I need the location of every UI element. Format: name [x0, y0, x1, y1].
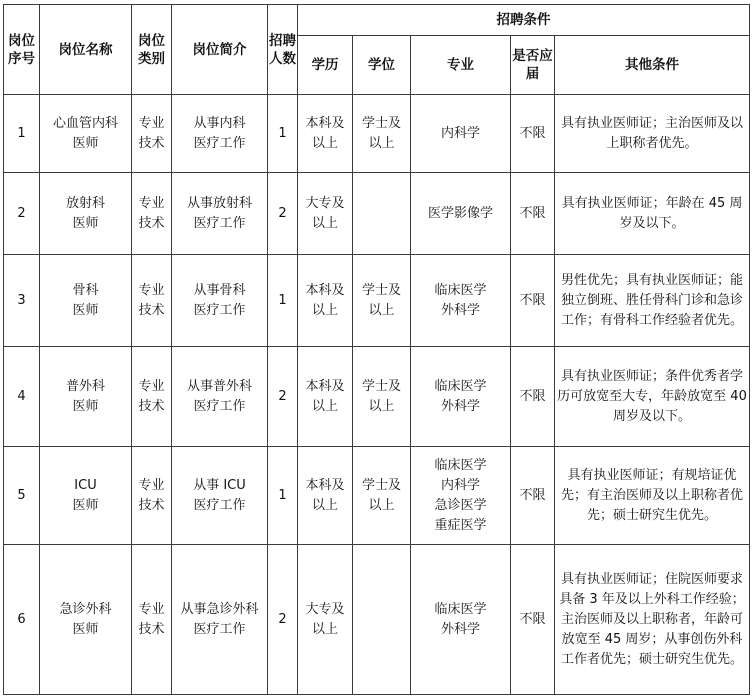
- cell-seq: 4: [4, 347, 40, 447]
- cell-degree-line: 学士及: [361, 282, 401, 298]
- cell-name-line: 心血管内科: [52, 115, 118, 131]
- cell-degree-line: 以上: [368, 497, 395, 513]
- cell-major-line: 临床医学: [434, 378, 487, 394]
- cell-category-line: 技术: [138, 302, 165, 318]
- cell-intro: [172, 255, 268, 347]
- cell-fresh: 不限: [511, 173, 555, 255]
- cell-education-line: 本科及: [305, 477, 345, 493]
- table-row: [4, 447, 750, 545]
- header-name: 岗位名称: [40, 5, 132, 95]
- cell-education: [298, 173, 353, 255]
- cell-name-line: 普外科: [65, 378, 105, 394]
- cell-category: [132, 545, 172, 695]
- cell-degree: [353, 447, 411, 545]
- cell-education-line: 以上: [311, 135, 338, 151]
- cell-intro: [172, 347, 268, 447]
- cell-education-line: 本科及: [305, 115, 345, 131]
- cell-name-line: ICU: [74, 477, 97, 493]
- cell-category-line: 技术: [138, 497, 165, 513]
- cell-major: [411, 255, 511, 347]
- cell-major-line: 重症医学: [434, 517, 487, 533]
- cell-count: 1: [268, 255, 298, 347]
- cell-degree: [353, 173, 411, 255]
- cell-major: [411, 447, 511, 545]
- cell-seq: 3: [4, 255, 40, 347]
- cell-category-line: 专业: [138, 378, 165, 394]
- cell-category: [132, 347, 172, 447]
- cell-name-line: 急诊外科: [59, 601, 112, 617]
- cell-category-line: 技术: [138, 398, 165, 414]
- cell-education-line: 大专及: [305, 601, 345, 617]
- cell-count: 2: [268, 545, 298, 695]
- cell-name: [40, 173, 132, 255]
- cell-fresh: 不限: [511, 255, 555, 347]
- cell-name: [40, 347, 132, 447]
- cell-other: 具有执业医师证；条件优秀者学历可放宽至大专，年龄放宽至 40 周岁及以下。: [555, 347, 750, 447]
- cell-name-line: 医师: [72, 302, 99, 318]
- table-row: [4, 173, 750, 255]
- cell-major-line: 临床医学: [434, 282, 487, 298]
- cell-seq: 6: [4, 545, 40, 695]
- cell-count: 1: [268, 447, 298, 545]
- header-seq: 岗位序号: [4, 5, 40, 95]
- cell-fresh: 不限: [511, 545, 555, 695]
- cell-fresh: 不限: [511, 347, 555, 447]
- cell-name-line: 医师: [72, 215, 99, 231]
- cell-education: [298, 347, 353, 447]
- cell-major-line: 外科学: [440, 621, 480, 637]
- cell-education-line: 以上: [311, 302, 338, 318]
- cell-degree-line: 学士及: [361, 115, 401, 131]
- cell-intro: [172, 447, 268, 545]
- cell-intro-line: 从事内科: [193, 115, 246, 131]
- cell-category-line: 专业: [138, 195, 165, 211]
- cell-name: [40, 95, 132, 173]
- cell-name-line: 骨科: [72, 282, 99, 298]
- cell-degree-line: 学士及: [361, 378, 401, 394]
- header-major: 专业: [411, 36, 511, 95]
- cell-education-line: 大专及: [305, 195, 345, 211]
- cell-other: 具有执业医师证；有规培证优先；有主治医师及以上职称者优先；硕士研究生优先。: [555, 447, 750, 545]
- cell-seq: 5: [4, 447, 40, 545]
- cell-education-line: 以上: [311, 215, 338, 231]
- cell-education: [298, 545, 353, 695]
- cell-category-line: 技术: [138, 621, 165, 637]
- header-degree: 学位: [353, 36, 411, 95]
- cell-other: 具有执业医师证；年龄在 45 周岁及以下。: [555, 173, 750, 255]
- cell-major: [411, 545, 511, 695]
- cell-name-line: 医师: [72, 621, 99, 637]
- cell-category-line: 技术: [138, 215, 165, 231]
- cell-category: [132, 95, 172, 173]
- cell-count: 2: [268, 347, 298, 447]
- cell-seq: 2: [4, 173, 40, 255]
- cell-major: [411, 95, 511, 173]
- header-other: 其他条件: [555, 36, 750, 95]
- cell-other: 具有执业医师证；主治医师及以上职称者优先。: [555, 95, 750, 173]
- header-intro: 岗位简介: [172, 5, 268, 95]
- table-row: [4, 545, 750, 695]
- cell-intro-line: 从事 ICU: [193, 477, 246, 493]
- cell-education: [298, 255, 353, 347]
- cell-category: [132, 173, 172, 255]
- cell-category-line: 专业: [138, 115, 165, 131]
- cell-major-line: 外科学: [440, 398, 480, 414]
- table-row: [4, 255, 750, 347]
- cell-degree-line: 以上: [368, 302, 395, 318]
- cell-degree-line: 以上: [368, 398, 395, 414]
- cell-intro-line: 医疗工作: [193, 497, 246, 513]
- cell-major-line: 临床医学: [434, 601, 487, 617]
- header-category: 岗位类别: [132, 5, 172, 95]
- cell-count: 1: [268, 95, 298, 173]
- header-fresh: 是否应届: [511, 36, 555, 95]
- cell-intro: [172, 545, 268, 695]
- cell-degree: [353, 545, 411, 695]
- header-count: 招聘人数: [268, 5, 298, 95]
- cell-intro: [172, 95, 268, 173]
- cell-degree: [353, 255, 411, 347]
- cell-name-line: 医师: [72, 398, 99, 414]
- cell-major-line: 外科学: [440, 302, 480, 318]
- cell-education-line: 以上: [311, 497, 338, 513]
- cell-intro-line: 医疗工作: [193, 398, 246, 414]
- cell-name-line: 医师: [72, 497, 99, 513]
- cell-intro-line: 从事急诊外科: [180, 601, 259, 617]
- cell-category-line: 专业: [138, 282, 165, 298]
- cell-fresh: 不限: [511, 95, 555, 173]
- cell-major-line: 内科学: [440, 477, 480, 493]
- cell-intro: [172, 173, 268, 255]
- cell-intro-line: 从事放射科: [186, 195, 252, 211]
- cell-category: [132, 447, 172, 545]
- cell-degree: [353, 95, 411, 173]
- header-conditions: 招聘条件: [298, 5, 750, 36]
- cell-major-line: 临床医学: [434, 457, 487, 473]
- cell-intro-line: 医疗工作: [193, 621, 246, 637]
- cell-intro-line: 从事普外科: [186, 378, 252, 394]
- cell-education-line: 以上: [311, 621, 338, 637]
- cell-name: [40, 255, 132, 347]
- cell-education-line: 以上: [311, 398, 338, 414]
- cell-other: 具有执业医师证；住院医师要求具备 3 年及以上外科工作经验；主治医师及以上职称者，年龄可放宽至 45 周岁；从事创伤外科工作者优先；硕士研究生优先。: [555, 545, 750, 695]
- cell-major-line: 医学影像学: [427, 205, 493, 221]
- cell-education-line: 本科及: [305, 378, 345, 394]
- cell-count: 2: [268, 173, 298, 255]
- cell-fresh: 不限: [511, 447, 555, 545]
- header-education: 学历: [298, 36, 353, 95]
- cell-intro-line: 医疗工作: [193, 135, 246, 151]
- cell-name-line: 医师: [72, 135, 99, 151]
- cell-intro-line: 从事骨科: [193, 282, 246, 298]
- cell-major: [411, 173, 511, 255]
- cell-name: [40, 447, 132, 545]
- recruitment-table: [3, 4, 750, 695]
- cell-seq: 1: [4, 95, 40, 173]
- table-row: [4, 95, 750, 173]
- cell-name-line: 放射科: [65, 195, 105, 211]
- cell-degree-line: 学士及: [361, 477, 401, 493]
- cell-major-line: 急诊医学: [434, 497, 487, 513]
- cell-major: [411, 347, 511, 447]
- cell-category-line: 专业: [138, 601, 165, 617]
- cell-education: [298, 95, 353, 173]
- cell-education: [298, 447, 353, 545]
- table-row: [4, 347, 750, 447]
- cell-degree: [353, 347, 411, 447]
- cell-other: 男性优先；具有执业医师证；能独立倒班、胜任骨科门诊和急诊工作；有骨科工作经验者优先。: [555, 255, 750, 347]
- cell-category: [132, 255, 172, 347]
- cell-name: [40, 545, 132, 695]
- cell-education-line: 本科及: [305, 282, 345, 298]
- cell-intro-line: 医疗工作: [193, 215, 246, 231]
- cell-degree-line: 以上: [368, 135, 395, 151]
- cell-major-line: 内科学: [440, 125, 480, 141]
- cell-intro-line: 医疗工作: [193, 302, 246, 318]
- cell-category-line: 专业: [138, 477, 165, 493]
- cell-category-line: 技术: [138, 135, 165, 151]
